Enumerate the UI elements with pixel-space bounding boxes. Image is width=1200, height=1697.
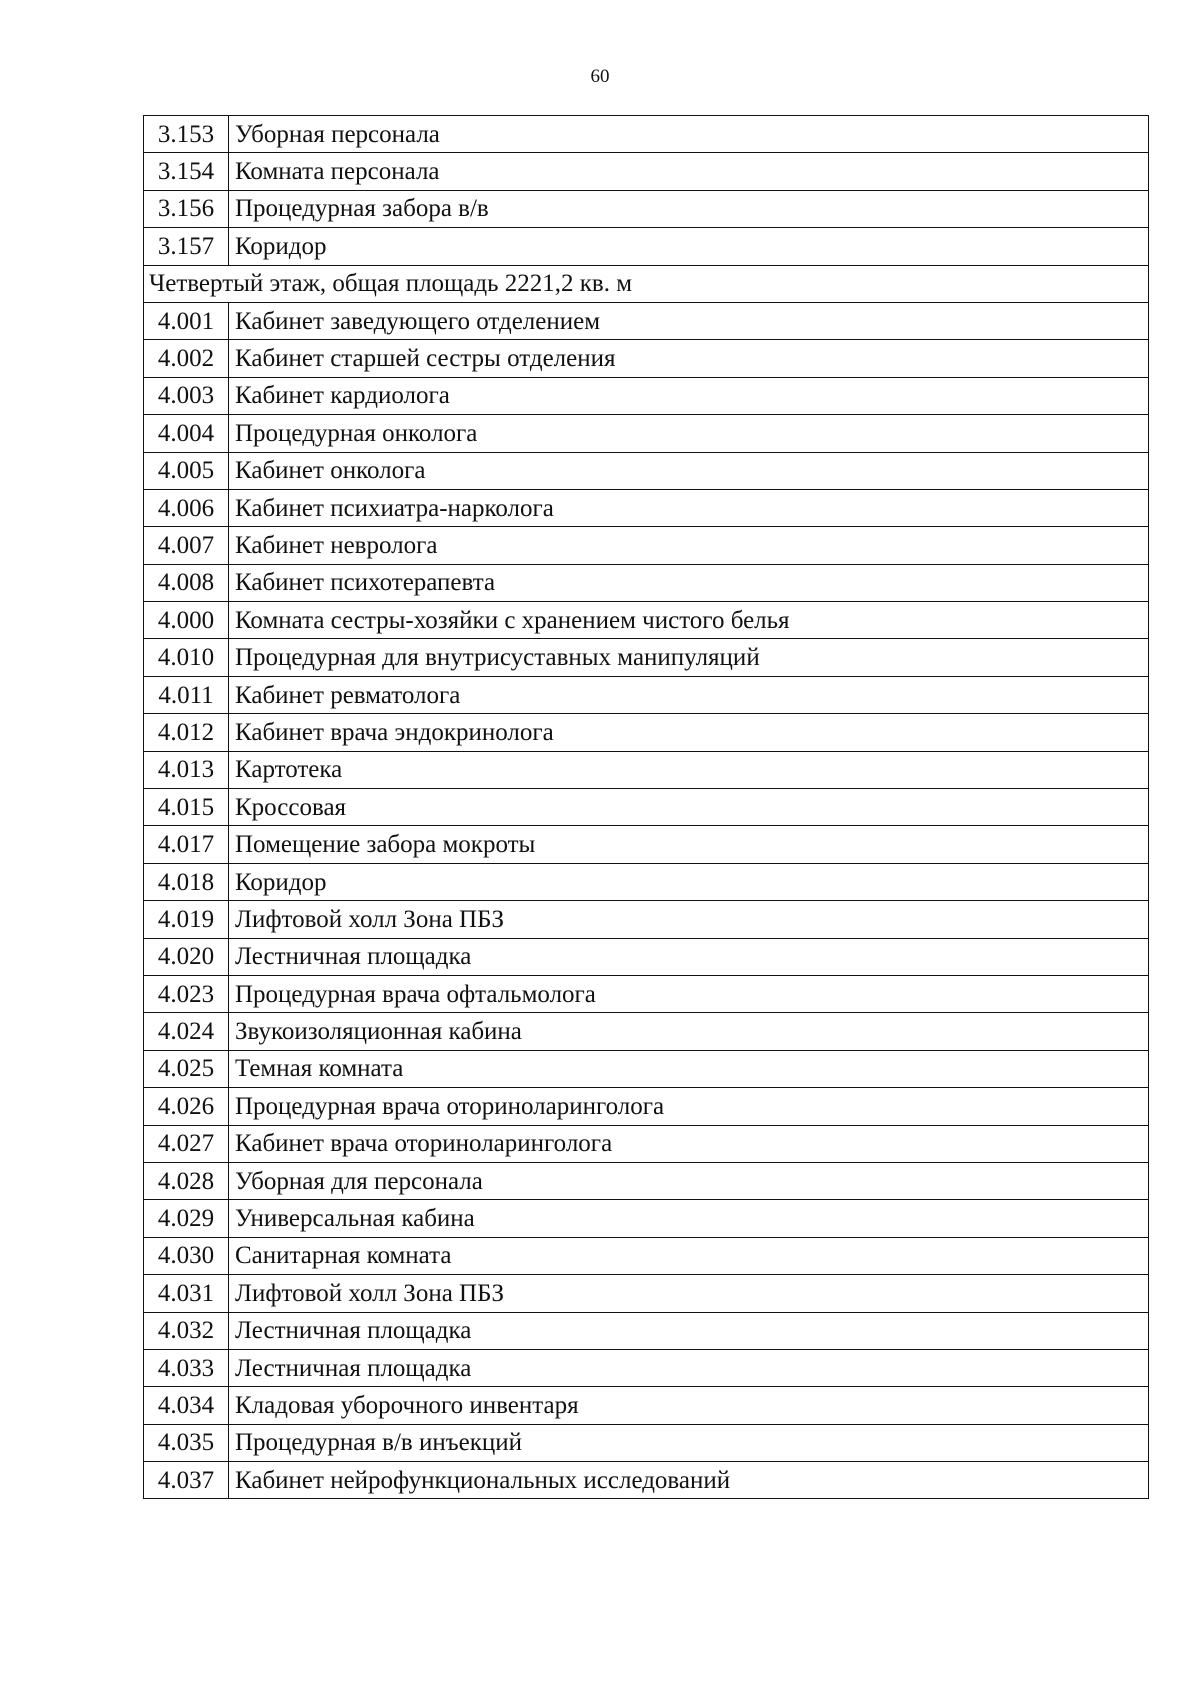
room-number: 4.030	[144, 1237, 229, 1274]
table-row	[144, 975, 1149, 1012]
room-name: Коридор	[229, 863, 1149, 900]
room-name: Санитарная комната	[229, 1237, 1149, 1274]
table-row	[144, 1424, 1149, 1461]
room-number: 4.028	[144, 1162, 229, 1199]
table-row	[144, 489, 1149, 526]
table-row	[144, 415, 1149, 452]
table-row	[144, 1387, 1149, 1424]
room-number: 4.029	[144, 1200, 229, 1237]
table-row	[144, 1237, 1149, 1274]
room-number: 4.024	[144, 1013, 229, 1050]
table-row	[144, 863, 1149, 900]
room-name: Кабинет врача эндокринолога	[229, 714, 1149, 751]
room-name: Кабинет онколога	[229, 452, 1149, 489]
table-row	[144, 1162, 1149, 1199]
room-number: 4.023	[144, 975, 229, 1012]
room-name: Картотека	[229, 751, 1149, 788]
table-row	[144, 564, 1149, 601]
room-name: Процедурная врача офтальмолога	[229, 975, 1149, 1012]
room-name: Лестничная площадка	[229, 1312, 1149, 1349]
table-row	[144, 153, 1149, 190]
room-name: Кабинет невролога	[229, 527, 1149, 564]
room-name: Процедурная забора в/в	[229, 190, 1149, 227]
room-name: Кабинет кардиолога	[229, 377, 1149, 414]
room-name: Кабинет заведующего отделением	[229, 302, 1149, 339]
room-name: Процедурная онколога	[229, 415, 1149, 452]
rooms-table	[143, 115, 1149, 1499]
room-name: Помещение забора мокроты	[229, 826, 1149, 863]
room-name: Универсальная кабина	[229, 1200, 1149, 1237]
room-name: Процедурная врача оториноларинголога	[229, 1088, 1149, 1125]
table-row	[144, 676, 1149, 713]
table-row	[144, 1275, 1149, 1312]
room-number: 4.006	[144, 489, 229, 526]
room-name: Кабинет психотерапевта	[229, 564, 1149, 601]
room-name: Кладовая уборочного инвентаря	[229, 1387, 1149, 1424]
room-number: 4.020	[144, 938, 229, 975]
room-number: 4.001	[144, 302, 229, 339]
room-name: Комната сестры-хозяйки с хранением чистого белья	[229, 602, 1149, 639]
room-number: 4.004	[144, 415, 229, 452]
room-number: 4.019	[144, 901, 229, 938]
room-name: Кабинет психиатра-нарколога	[229, 489, 1149, 526]
table-row	[144, 938, 1149, 975]
room-number: 4.000	[144, 602, 229, 639]
room-name: Процедурная для внутрисуставных манипуляций	[229, 639, 1149, 676]
room-number: 3.156	[144, 190, 229, 227]
table-row	[144, 340, 1149, 377]
table-row	[144, 377, 1149, 414]
table-row	[144, 901, 1149, 938]
room-number: 3.153	[144, 116, 229, 153]
room-number: 4.037	[144, 1462, 229, 1499]
room-name: Лифтовой холл Зона ПБЗ	[229, 901, 1149, 938]
page-number: 60	[590, 66, 610, 87]
room-name: Лестничная площадка	[229, 938, 1149, 975]
table-row	[144, 190, 1149, 227]
room-number: 4.002	[144, 340, 229, 377]
room-number: 4.018	[144, 863, 229, 900]
room-number: 3.154	[144, 153, 229, 190]
room-name: Кроссовая	[229, 789, 1149, 826]
room-number: 4.007	[144, 527, 229, 564]
rooms-table-body	[144, 116, 1149, 1499]
table-row	[144, 1050, 1149, 1087]
table-row	[144, 228, 1149, 265]
table-row	[144, 639, 1149, 676]
table-row	[144, 1088, 1149, 1125]
table-row	[144, 1200, 1149, 1237]
table-row	[144, 751, 1149, 788]
table-section-row	[144, 265, 1149, 302]
room-number: 4.026	[144, 1088, 229, 1125]
room-number: 4.011	[144, 676, 229, 713]
table-row	[144, 1462, 1149, 1499]
room-name: Темная комната	[229, 1050, 1149, 1087]
room-number: 4.032	[144, 1312, 229, 1349]
room-number: 4.013	[144, 751, 229, 788]
room-name: Звукоизоляционная кабина	[229, 1013, 1149, 1050]
room-name: Процедурная в/в инъекций	[229, 1424, 1149, 1461]
room-number: 4.034	[144, 1387, 229, 1424]
room-number: 4.033	[144, 1349, 229, 1386]
table-row	[144, 1125, 1149, 1162]
table-row	[144, 452, 1149, 489]
table-row	[144, 1312, 1149, 1349]
table-row	[144, 1349, 1149, 1386]
room-name: Лестничная площадка	[229, 1349, 1149, 1386]
table-row	[144, 826, 1149, 863]
room-name: Уборная для персонала	[229, 1162, 1149, 1199]
room-number: 4.027	[144, 1125, 229, 1162]
room-number: 3.157	[144, 228, 229, 265]
room-number: 4.012	[144, 714, 229, 751]
room-name: Кабинет нейрофункциональных исследований	[229, 1462, 1149, 1499]
room-number: 4.017	[144, 826, 229, 863]
table-row	[144, 602, 1149, 639]
table-row	[144, 1013, 1149, 1050]
room-number: 4.003	[144, 377, 229, 414]
room-number: 4.005	[144, 452, 229, 489]
table-row	[144, 789, 1149, 826]
room-number: 4.035	[144, 1424, 229, 1461]
room-number: 4.015	[144, 789, 229, 826]
room-number: 4.010	[144, 639, 229, 676]
room-name: Коридор	[229, 228, 1149, 265]
room-number: 4.031	[144, 1275, 229, 1312]
room-name: Кабинет ревматолога	[229, 676, 1149, 713]
room-name: Кабинет старшей сестры отделения	[229, 340, 1149, 377]
room-name: Кабинет врача оториноларинголога	[229, 1125, 1149, 1162]
room-number: 4.025	[144, 1050, 229, 1087]
room-number: 4.008	[144, 564, 229, 601]
room-name: Лифтовой холл Зона ПБЗ	[229, 1275, 1149, 1312]
table-row	[144, 302, 1149, 339]
table-row	[144, 527, 1149, 564]
table-row	[144, 714, 1149, 751]
room-name: Комната персонала	[229, 153, 1149, 190]
table-row	[144, 116, 1149, 153]
room-name: Уборная персонала	[229, 116, 1149, 153]
section-heading: Четвертый этаж, общая площадь 2221,2 кв. м	[144, 265, 1149, 302]
